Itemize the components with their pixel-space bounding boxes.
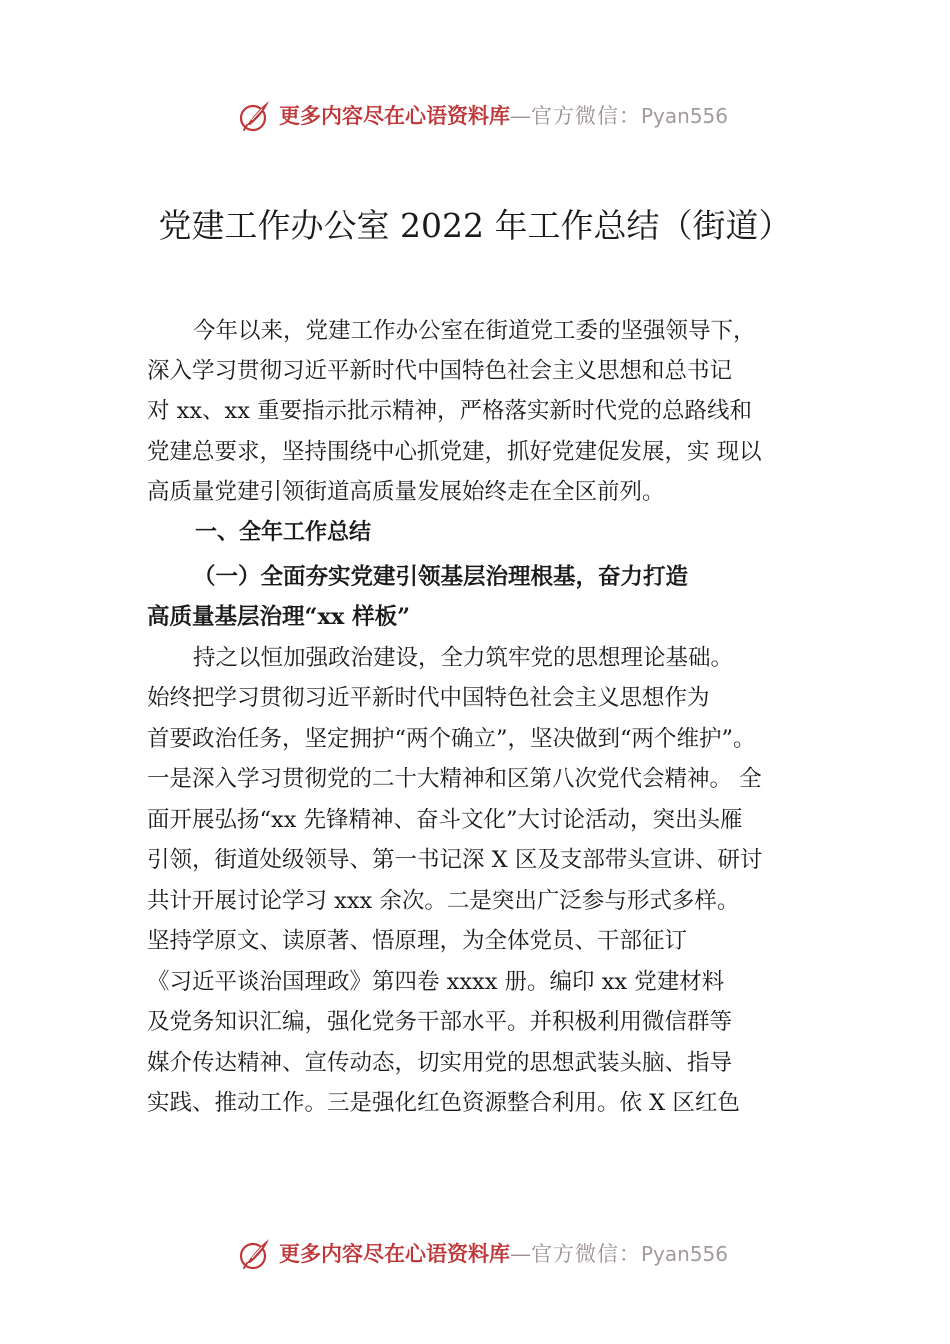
quill-logo-icon — [238, 1236, 274, 1272]
body-line: 媒介传达精神、宣传动态，切实用党的思想武装头脑、指导 — [147, 1050, 733, 1076]
banner-text — [279, 103, 728, 129]
body-line: 对 xx、xx 重要指示批示精神，严格落实新时代党的总路线和 — [147, 398, 753, 424]
banner-label: 官方微信： — [531, 1242, 641, 1266]
banner-account: Pyan556 — [641, 104, 729, 128]
body-line: 引领，街道处级领导、第一书记深 X 区及支部带头宣讲、研讨 — [147, 847, 763, 873]
banner-main-text: 更多内容尽在心语资料库 — [279, 1241, 510, 1266]
banner-separator: — — [510, 104, 531, 128]
body-line: 实践、推动工作。三是强化红色资源整合利用。依 X 区红色 — [147, 1090, 740, 1116]
banner-text — [279, 1241, 728, 1267]
body-line: 坚持学原文、读原著、悟原理，为全体党员、干部征订 — [147, 928, 688, 954]
banner-separator: — — [510, 1242, 531, 1266]
banner-main-text: 更多内容尽在心语资料库 — [279, 103, 510, 128]
body-line: 《习近平谈治国理政》第四卷 xxxx 册。编印 xx 党建材料 — [147, 969, 725, 995]
section-heading: 一、全年工作总结 — [195, 520, 372, 545]
subsection-heading: （一）全面夯实党建引领基层治理根基，奋力打造 — [193, 564, 689, 590]
body-line: 深入学习贯彻习近平新时代中国特色社会主义思想和总书记 — [147, 358, 733, 384]
body-line: 面开展弘扬“xx 先锋精神、奋斗文化”大讨论活动，突出头雁 — [147, 807, 743, 833]
banner-account: Pyan556 — [641, 1242, 729, 1266]
body-line: 高质量党建引领街道高质量发展始终走在全区前列。 — [147, 479, 665, 505]
body-line: 今年以来，党建工作办公室在街道党工委的坚强领导下， — [193, 318, 756, 344]
header-banner — [0, 96, 950, 136]
subsection-heading-cont: 高质量基层治理“xx 样板” — [147, 604, 411, 630]
body-line: 一是深入学习贯彻党的二十大精神和区第八次党代会精神。 全 — [147, 766, 762, 792]
body-line: 党建总要求，坚持围绕中心抓党建，抓好党建促发展，实 现以 — [147, 439, 762, 465]
document-title: 党建工作办公室 2022 年工作总结（街道） — [158, 206, 792, 245]
body-line: 始终把学习贯彻习近平新时代中国特色社会主义思想作为 — [147, 685, 710, 711]
footer-banner — [0, 1234, 950, 1274]
body-line: 首要政治任务，坚定拥护“两个确立”，坚决做到“两个维护”。 — [147, 726, 756, 752]
quill-logo-icon — [238, 98, 274, 134]
body-line: 共计开展讨论学习 xxx 余次。二是突出广泛参与形式多样。 — [147, 888, 740, 914]
body-line: 及党务知识汇编，强化党务干部水平。并积极利用微信群等 — [147, 1009, 733, 1035]
banner-label: 官方微信： — [531, 104, 641, 128]
body-line: 持之以恒加强政治建设，全力筑牢党的思想理论基础。 — [193, 645, 734, 671]
